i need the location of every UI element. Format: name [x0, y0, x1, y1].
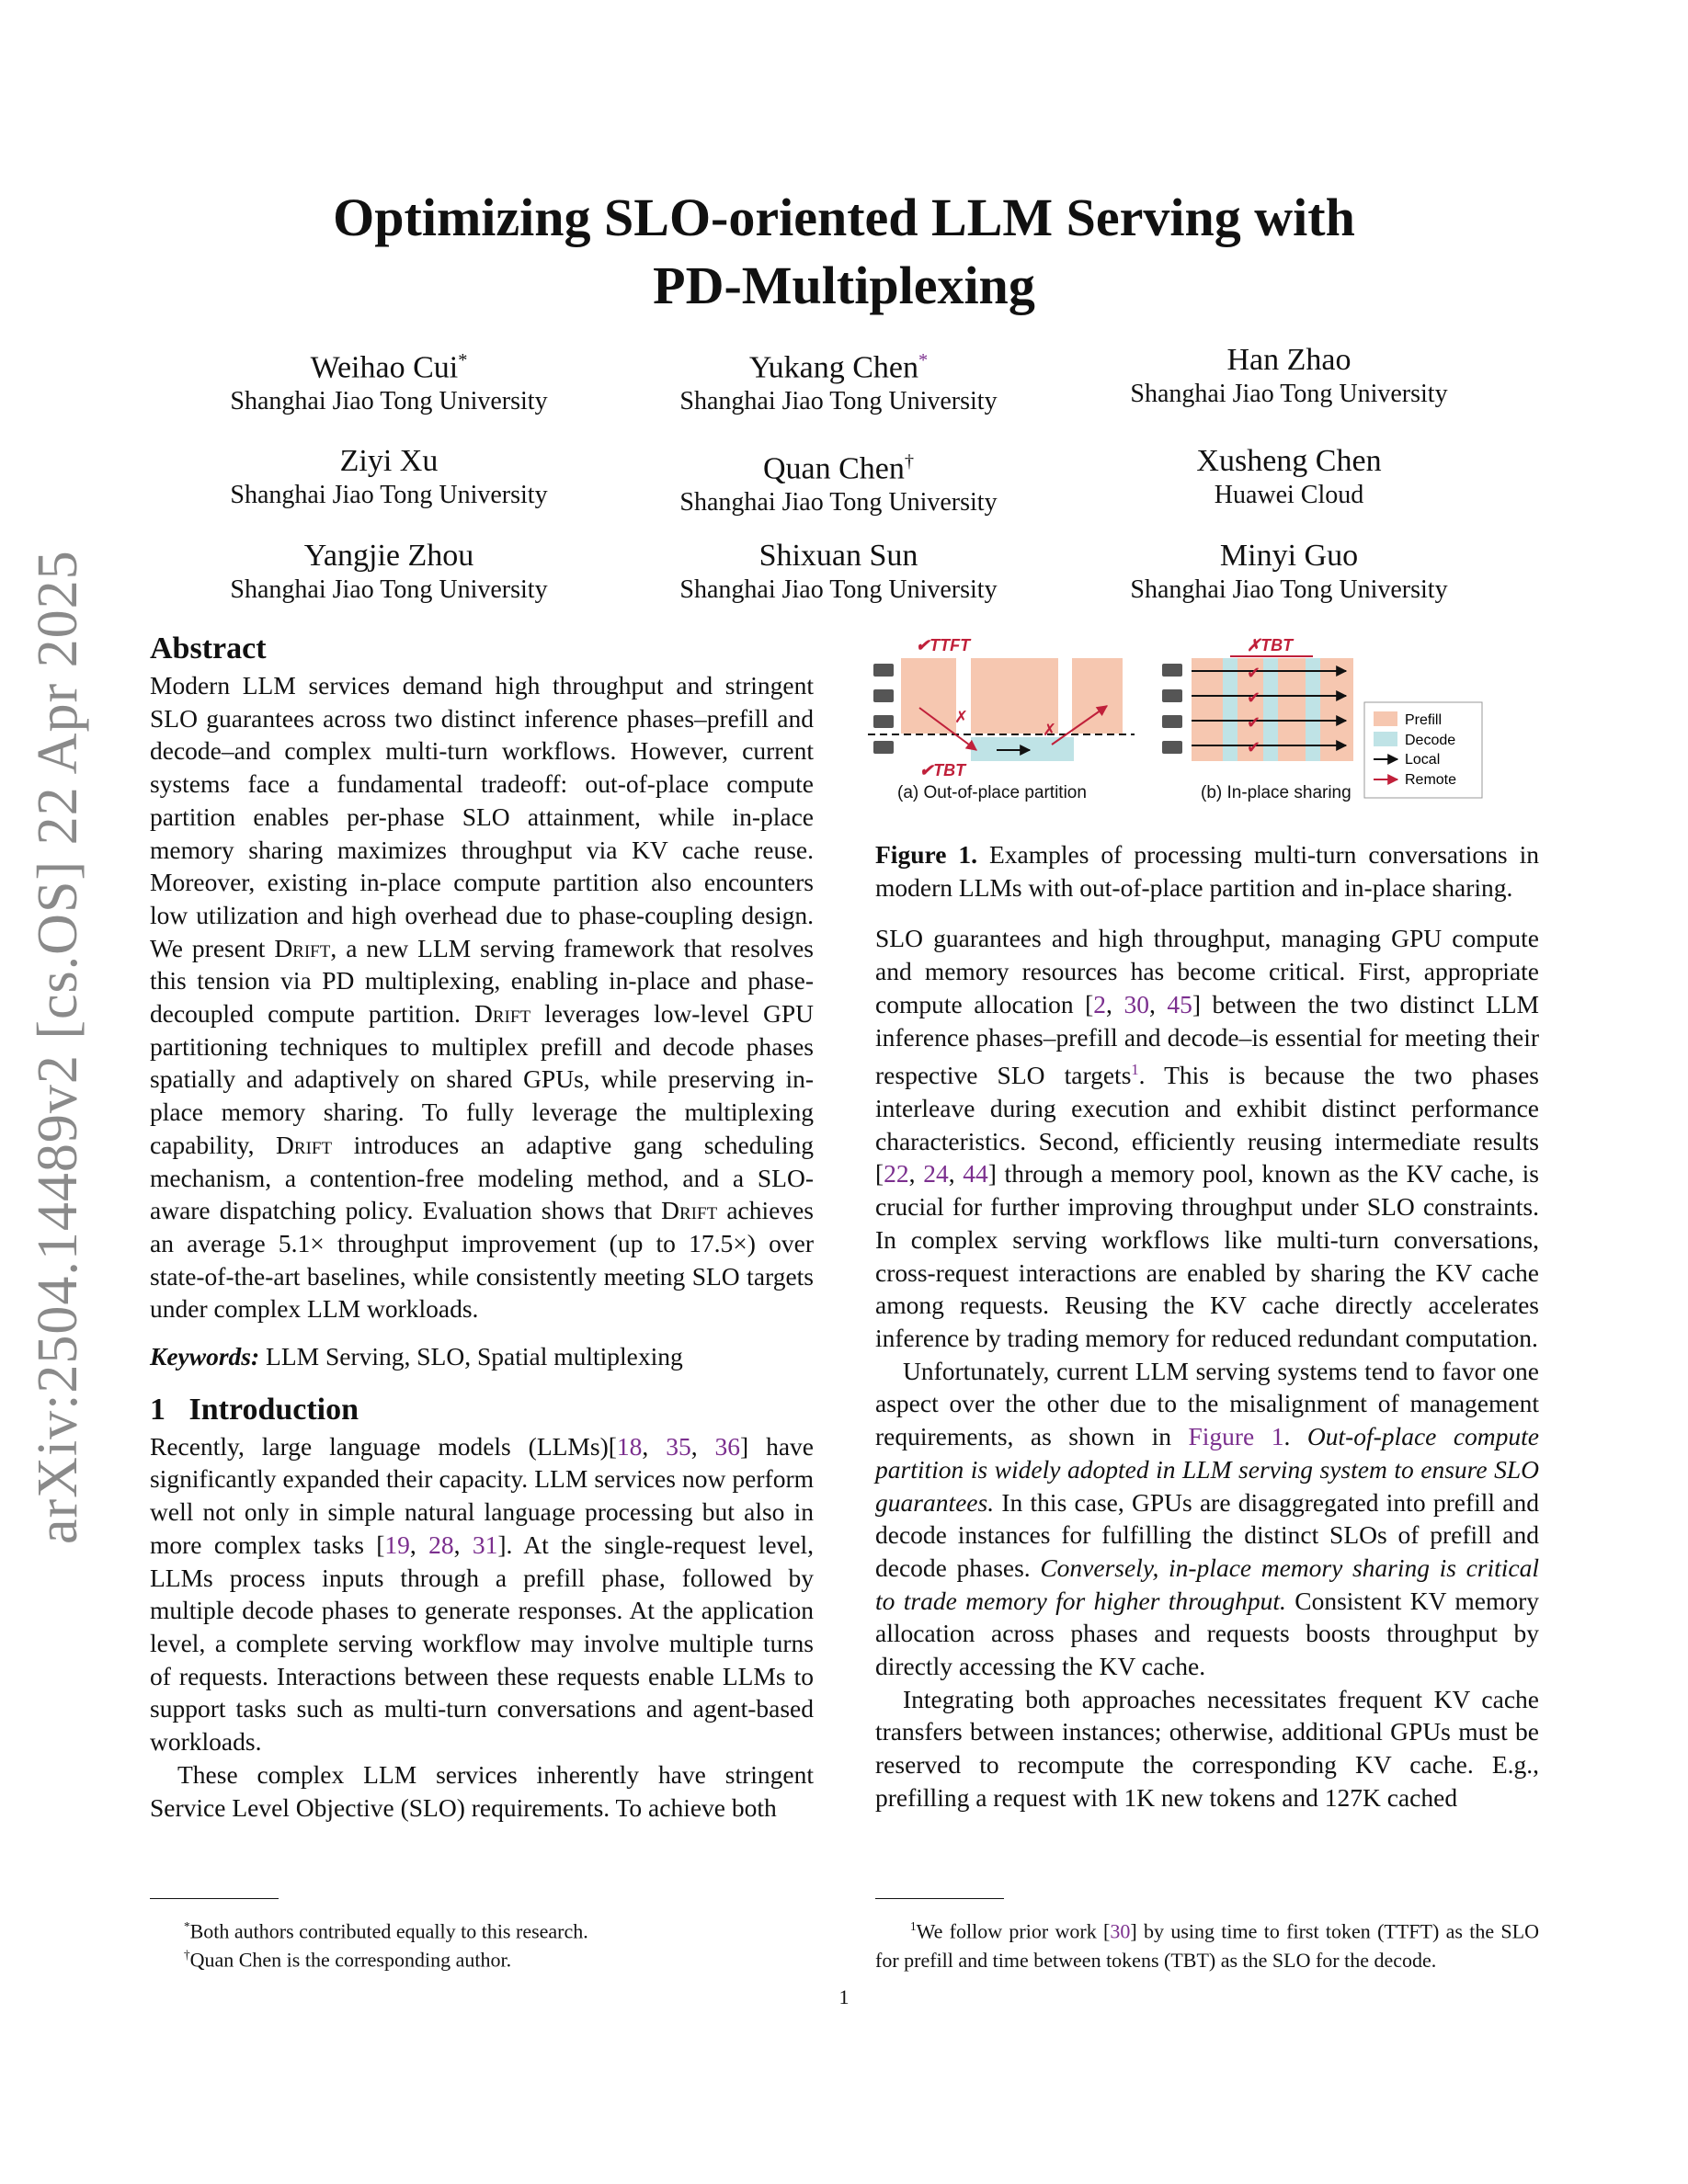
citation-link[interactable]: 45	[1167, 989, 1192, 1018]
footnote: †Quan Chen is the corresponding author.	[184, 1948, 512, 1972]
subfigure-b	[1162, 636, 1353, 761]
footnote: *Both authors contributed equally to this research.	[184, 1919, 588, 1943]
author-name: Quan Chen	[762, 451, 905, 486]
author-affiliation: Shanghai Jiao Tong University	[1130, 380, 1448, 408]
footnote-ref[interactable]: 1	[1131, 1061, 1139, 1079]
svg-text:✔: ✔	[1247, 713, 1261, 732]
author	[1050, 342, 1528, 410]
author-name: Yukang Chen	[748, 350, 918, 385]
paper-title	[138, 184, 1550, 320]
citation-link[interactable]: 36	[714, 1431, 740, 1461]
right-column	[875, 838, 1539, 1814]
citation-link[interactable]: 18	[616, 1431, 643, 1461]
author-affiliation: Huawei Cloud	[1214, 481, 1364, 509]
figure-caption-label: Figure 1.	[875, 840, 978, 869]
author-mark: *	[458, 350, 468, 370]
left-column	[150, 629, 814, 1824]
author	[150, 538, 628, 606]
citation-link[interactable]: 30	[1123, 989, 1149, 1018]
citation-link[interactable]: 2	[1093, 989, 1107, 1018]
subfigure-a-caption: (a) Out-of-place partition	[897, 783, 1087, 802]
gpu-icons	[873, 664, 894, 754]
legend-local: Local	[1405, 752, 1441, 768]
svg-text:✔: ✔	[1247, 738, 1261, 756]
abstract-text: Modern LLM services demand high throughput and stringent SLO guarantees across two distinct inference phases–prefill and decode–and complex multi-turn workflows. However, current systems face a fundamental tradeoff: out-of-place compute partition enables per-phase SLO attainment, while in-place memory sharing maximizes throughput via KV cache reuse. Moreover, existing in-place compute partition also encounters low utilization and high overhead due to phase-coupling design. We present Drift, a new LLM serving framework that resolves this tension via PD multiplexing, enabling in-place and phase-decoupled compute partition. Drift leverages low-level GPU partitioning techniques to multiplex prefill and decode phases spatially and adaptively on shared GPUs, while preserving in-place memory sharing. To fully leverage the multiplexing capability, Drift introduces an adaptive gang scheduling mechanism, a contention-free modeling method, and a SLO-aware dispatching policy. Evaluation shows that Drift achieves an average 5.1× throughput improvement (up to 17.5×) over state-of-the-art baselines, while consistently meeting SLO targets under complex LLM workloads.	[150, 671, 815, 1324]
body-paragraph: SLO guarantees and high throughput, managing GPU compute and memory resources has become critical. First, appropriate compute allocation [2, 30, 45] between the two distinct LLM inference phases–prefill and decode–is essential for meeting their respective SLO targets$^1$. This is because the two phases interleave during execution and exhibit distinct performance characteristics. Second, efficiently reusing intermediate results [22, 24, 44] through a memory pool, known as the KV cache, is crucial for further improving throughput under SLO constraints. In complex serving workflows like multi-turn conversations, cross-request interactions are enabled by sharing the KV cache among requests. Reusing the KV cache directly accelerates inference by trading memory for reduced redundant computation.	[875, 924, 1540, 1352]
figure-legend	[1364, 702, 1482, 798]
prefill-block	[901, 658, 956, 734]
author	[599, 443, 1078, 518]
author-name: Han Zhao	[1226, 343, 1352, 377]
svg-text:✗: ✗	[1043, 721, 1057, 739]
figure-ref-link[interactable]: Figure 1	[1188, 1422, 1284, 1451]
author-affiliation: Shanghai Jiao Tong University	[230, 387, 548, 416]
abstract-heading: Abstract	[150, 631, 267, 665]
author-name: Yangjie Zhou	[303, 539, 474, 573]
author	[150, 443, 628, 511]
svg-text:✔: ✔	[1247, 688, 1261, 707]
footnote-rule	[875, 1898, 1004, 1899]
body-paragraph: Integrating both approaches necessitates frequent KV cache transfers between instances; otherwise, additional GPUs must be reserved to recompute the corresponding KV cache. E.g., prefilling a request with 1K new tokens and 127K cached	[875, 1684, 1539, 1812]
page-number: 1	[838, 1985, 850, 2008]
author-name: Minyi Guo	[1219, 539, 1359, 573]
title-line-2: PD-Multiplexing	[653, 256, 1035, 315]
author-name: Weihao Cui	[310, 350, 459, 385]
body-paragraph: Unfortunately, current LLM serving systems tend to favor one aspect over the other due to the misalignment of management requirements, as shown in Figure 1. Out-of-place compute partition is widely adopted in LLM serving system to ensure SLO guarantees. In this case, GPUs are disaggregated into prefill and decode instances for fulfilling the distinct SLOs of prefill and decode phases. Conversely, in-place memory sharing is critical to trade memory for higher throughput. Consistent KV memory allocation across phases and requests boosts throughput by directly accessing the KV cache.	[875, 1356, 1539, 1681]
svg-text:✗: ✗	[954, 708, 969, 726]
citation-link[interactable]: 22	[884, 1159, 909, 1189]
footnote: $^1$We follow prior work [30] by using time to first token (TTFT) as the SLO for prefill and time between tokens (TBT) as the SLO for the decode.	[875, 1919, 1539, 1973]
author-name: Xusheng Chen	[1196, 444, 1382, 478]
author-affiliation: Shanghai Jiao Tong University	[679, 488, 998, 518]
author-mark: *	[918, 350, 929, 370]
author-affiliation: Shanghai Jiao Tong University	[230, 481, 548, 509]
svg-text:✔: ✔	[1247, 664, 1261, 682]
legend-decode: Decode	[1405, 733, 1456, 748]
figure-caption: Figure 1. Examples of processing multi-turn conversations in modern LLMs with out-of-place partition and in-place sharing.	[875, 840, 1539, 902]
section-heading-introduction: 1 Introduction	[150, 1392, 359, 1427]
footnote-rule	[150, 1898, 279, 1899]
citation-link[interactable]: 24	[923, 1159, 949, 1189]
keywords-label: Keywords:	[150, 1342, 260, 1371]
arxiv-stamp: arXiv:2504.14489v2 [cs.OS] 22 Apr 2025	[27, 550, 89, 1544]
author-affiliation: Shanghai Jiao Tong University	[1130, 575, 1448, 604]
citation-link[interactable]: 31	[472, 1530, 498, 1559]
author	[599, 342, 1078, 417]
author	[599, 538, 1078, 606]
subfigure-b-caption: (b) In-place sharing	[1201, 783, 1352, 802]
author	[150, 342, 628, 417]
author-name: Shixuan Sun	[758, 539, 918, 573]
citation-link[interactable]: 30	[1110, 1919, 1131, 1943]
tbt-bad-label: ✗TBT	[1247, 636, 1294, 654]
legend-remote: Remote	[1405, 772, 1457, 788]
tbt-ok-label: ✔TBT	[919, 761, 966, 779]
author-mark: †	[904, 451, 915, 472]
keywords	[150, 1340, 814, 1373]
intro-paragraph: These complex LLM services inherently have stringent Service Level Objective (SLO) requirements. To achieve both	[150, 1759, 814, 1822]
intro-paragraph: Recently, large language models (LLMs)[18, 35, 36] have significantly expanded their capacity. LLM services now perform well not only in simple natural language processing but also in more complex tasks [19, 28, 31]. At the single-request level, LLMs process inputs through a prefill phase, followed by multiple decode phases to generate responses. At the application level, a complete serving workflow may involve multiple turns of requests. Interactions between these requests enable LLMs to support tasks such as multi-turn conversations and agent-based workloads.	[150, 1431, 815, 1757]
author-name: Ziyi Xu	[339, 444, 439, 478]
author-affiliation: Shanghai Jiao Tong University	[230, 575, 548, 604]
citation-link[interactable]: 35	[666, 1431, 691, 1461]
author-affiliation: Shanghai Jiao Tong University	[679, 575, 998, 604]
subfigure-a	[868, 636, 1135, 779]
author-affiliation: Shanghai Jiao Tong University	[679, 387, 998, 416]
keywords-text: LLM Serving, SLO, Spatial multiplexing	[266, 1342, 683, 1371]
legend-prefill: Prefill	[1405, 712, 1443, 728]
citation-link[interactable]: 44	[963, 1159, 988, 1189]
author	[1050, 538, 1528, 606]
citation-link[interactable]: 28	[428, 1530, 454, 1559]
author	[1050, 443, 1528, 511]
ttft-label: ✔TTFT	[916, 636, 971, 654]
title-line-1: Optimizing SLO-oriented LLM Serving with	[333, 188, 1355, 247]
prefill-block	[1072, 658, 1123, 734]
citation-link[interactable]: 19	[384, 1530, 410, 1559]
